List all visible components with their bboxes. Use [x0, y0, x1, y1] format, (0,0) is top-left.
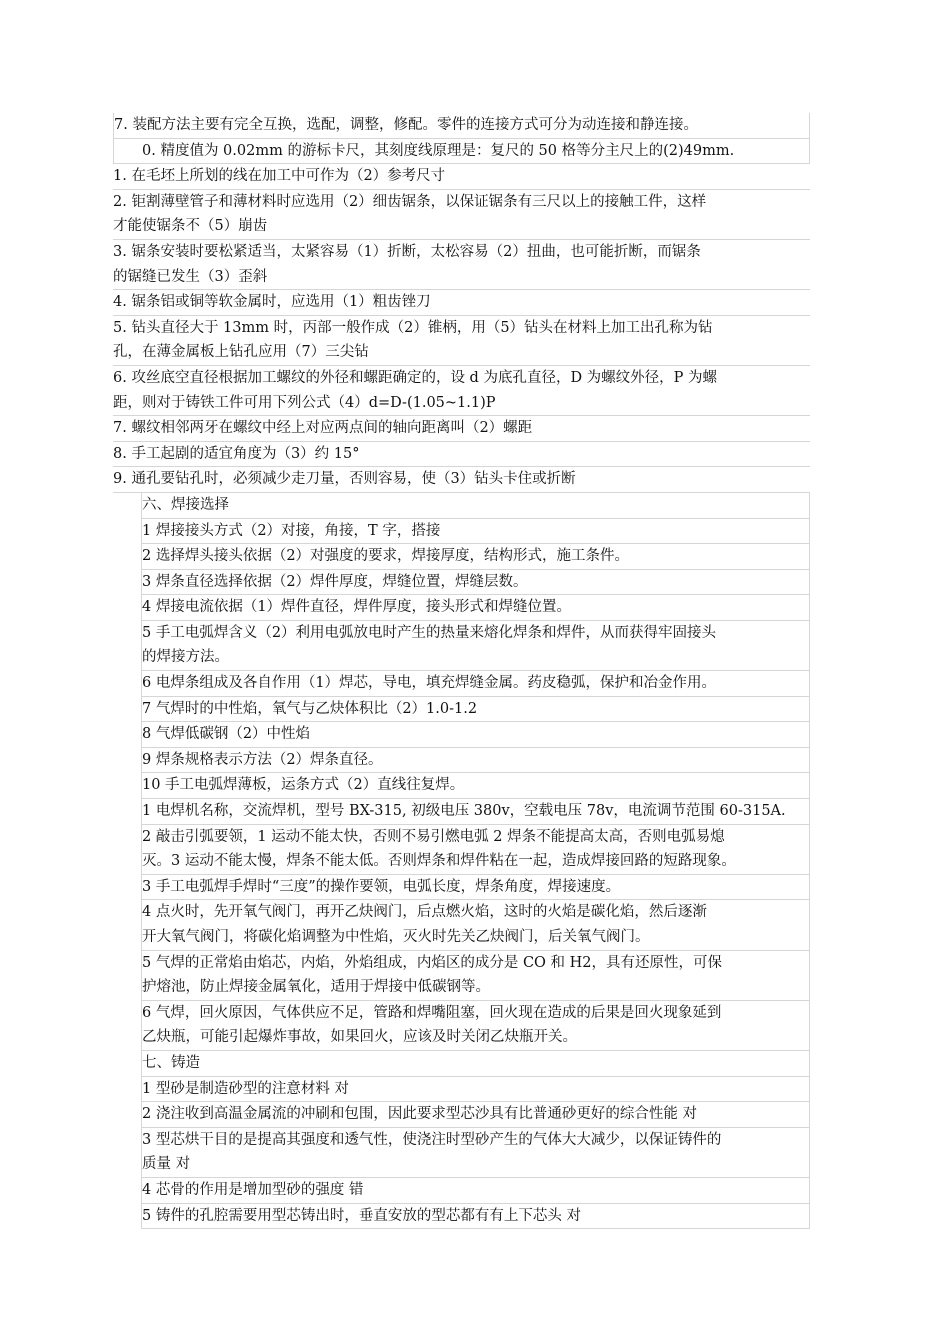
text-line: 9 焊条规格表示方法（2）焊条直径。	[142, 748, 809, 774]
text-line: 8. 手工起剧的适宜角度为（3）约 15°	[113, 442, 810, 468]
text-line: 孔，在薄金属板上钻孔应用（7）三尖钻	[113, 340, 810, 366]
text-line: 2 选择焊头接头依据（2）对强度的要求，焊接厚度，结构形式，施工条件。	[142, 544, 809, 570]
text-line: 质量 对	[142, 1152, 809, 1178]
text-line: 4 芯骨的作用是增加型砂的强度 错	[142, 1178, 809, 1204]
text-line: 5 手工电弧焊含义（2）利用电弧放电时产生的热量来熔化焊条和焊件，从而获得牢固接头	[142, 624, 717, 641]
text-line: 距，则对于铸铁工件可用下列公式（4）d=D-(1.05~1.1)P	[113, 391, 810, 417]
text-line: 护熔池，防止焊接金属氧化，适用于焊接中低碳钢等。	[142, 975, 809, 1001]
text-line: 3 焊条直径选择依据（2）焊件厚度，焊缝位置，焊缝层数。	[142, 570, 809, 596]
section-welding-casting	[141, 493, 810, 1229]
section-heading: 七、铸造	[142, 1051, 809, 1077]
section-fitter-answers	[113, 113, 810, 493]
text-line: 5 铸件的孔腔需要用型芯铸出时，垂直安放的型芯都有有上下芯头 对	[142, 1207, 581, 1224]
text-line: 4. 锯条铝或铜等软金属时，应选用（1）粗齿锉刀	[113, 290, 810, 316]
text-line: 乙炔瓶，可能引起爆炸事故，如果回火，应该及时关闭乙炔瓶开关。	[142, 1025, 809, 1051]
text-line: 6 电焊条组成及各自作用（1）焊芯，导电，填充焊缝金属。药皮稳弧，保护和冶金作用。	[142, 671, 809, 697]
text-line: 灭。3 运动不能太慢，焊条不能太低。否则焊条和焊件粘在一起，造成焊接回路的短路现象。	[142, 849, 809, 875]
text-line: 1 型砂是制造砂型的注意材料 对	[142, 1077, 809, 1103]
text-line: 3 手工电弧焊手焊时“三度”的操作要领，电弧长度，焊条角度，焊接速度。	[142, 875, 809, 901]
text-line: 9. 通孔要钻孔时，必须减少走刀量，否则容易，使（3）钻头卡住或折断	[113, 467, 810, 493]
text-line: 开大氧气阀门，将碳化焰调整为中性焰，灭火时先关乙炔阀门，后关氧气阀门。	[142, 925, 809, 951]
text-line: 2 浇注收到高温金属流的冲刷和包围，因此要求型芯沙具有比普通砂更好的综合性能 对	[142, 1102, 809, 1128]
text-line: 1 电焊机名称，交流焊机，型号 BX-315, 初级电压 380v，空载电压 78v，电流调节范围 60-315A.	[142, 799, 809, 825]
text-line: 10 手工电弧焊薄板，运条方式（2）直线往复焊。	[142, 773, 809, 799]
text-line: 2 敲击引弧要领，1 运动不能太快，否则不易引燃电弧 2 焊条不能提高太高，否则电弧易熄	[142, 828, 725, 845]
text-line: 7. 螺纹相邻两牙在螺纹中经上对应两点间的轴向距离叫（2）螺距	[113, 416, 810, 442]
text-line: 7. 装配方法主要有完全互换，选配，调整，修配。零件的连接方式可分为动连接和静连接。	[113, 113, 810, 139]
text-line: 8 气焊低碳钢（2）中性焰	[142, 722, 809, 748]
text-line: 3 型芯烘干目的是提高其强度和透气性，使浇注时型砂产生的气体大大减少，以保证铸件的	[142, 1131, 722, 1148]
text-line: 7 气焊时的中性焰，氧气与乙炔体积比（2）1.0-1.2	[142, 697, 809, 723]
text-line: 5. 钻头直径大于 13mm 时，丙部一般作成（2）锥柄，用（5）钻头在材料上加工出孔称为钻	[113, 319, 713, 336]
text-line: 4 焊接电流依据（1）焊件直径，焊件厚度，接头形式和焊缝位置。	[142, 595, 809, 621]
section-heading: 六、焊接选择	[142, 493, 809, 519]
text-line: 4 点火时，先开氧气阀门，再开乙炔阀门，后点燃火焰，这时的火焰是碳化焰，然后逐渐	[142, 904, 707, 921]
text-line: 6 气焊，回火原因，气体供应不足，管路和焊嘴阻塞，回火现在造成的后果是回火现象延到	[142, 1004, 722, 1021]
text-line: 2. 钜割薄壁管子和薄材料时应选用（2）细齿锯条，以保证锯条有三尺以上的接触工件，这样	[113, 193, 707, 210]
text-line: 才能使锯条不（5）崩齿	[113, 214, 810, 240]
text-line: 的焊接方法。	[142, 645, 809, 671]
text-line: 1 焊接接头方式（2）对接，角接，T 字，搭接	[142, 519, 809, 545]
text-line: 6. 攻丝底空直径根据加工螺纹的外径和螺距确定的，设 d 为底孔直径，D 为螺纹外径，P 为螺	[113, 369, 718, 386]
text-line: 3. 锯条安装时要松紧适当，太紧容易（1）折断，太松容易（2）扭曲，也可能折断，而锯条	[113, 243, 701, 260]
text-line: 的锯缝已发生（3）歪斜	[113, 265, 810, 291]
text-line: 1. 在毛坯上所划的线在加工中可作为（2）参考尺寸	[113, 164, 810, 190]
text-line: 0. 精度值为 0.02mm 的游标卡尺，其刻度线原理是：复尺的 50 格等分主尺上的(2)49mm.	[113, 139, 810, 165]
document-page	[113, 113, 810, 1229]
text-line: 5 气焊的正常焰由焰芯，内焰，外焰组成，内焰区的成分是 CO 和 H2，具有还原性，可保	[142, 954, 723, 971]
